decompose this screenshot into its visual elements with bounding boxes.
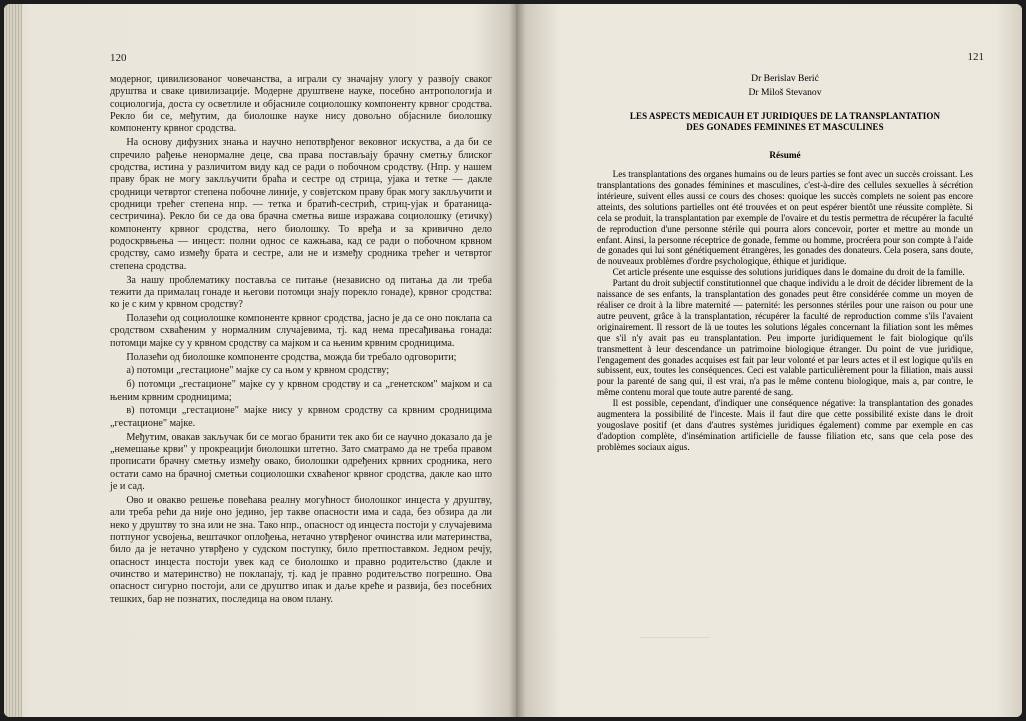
summary-text	[597, 169, 973, 453]
book-spread	[4, 4, 1022, 717]
body-paragraph: Ово и овакво решење повећава реалну могућност биолошког инцеста у друштву, али треба рећи да није оно једино, јер такве опасности има и сада, без обзира да ли неко у друштву то зна или не зна. Тако нпр., опасност од инцеста постоји у случајевима потпуног усвојења, вештачког оплођења, нетачно утврђеног очинства или материнства, било да је нетачно утврђено у судском поступку, било претпоставком. Једном речју, опасност инцеста постоји увек кад се биолошко и правно родитељство (дакле и очинство и материнство) не поклапају, тј. кад је правно родитељство погрешно. Ова опасност сигурно постоји, али се друштво ипак и даље креће и развија, без посебних тешких, бар не познатих, последица на овом плану.	[110, 494, 492, 605]
summary-paragraph: Cet article présente une esquisse des solutions juridiques dans le domaine du droit de la famille.	[612, 267, 965, 278]
body-paragraph: Полазећи од социолошке компоненте крвног сродства, јасно је да се оно поклапа са сродством схваћеним у нормалним случајевима, тј. кад нема пресађивања гонада: потомци мајке су у крвном сродству са мајком и са њеним крвним сродницима.	[110, 313, 492, 349]
title-line-2: DES GONADES FEMININES ET MASCULINES	[686, 121, 884, 132]
article-summary	[597, 72, 973, 453]
section-heading: Résumé	[769, 150, 801, 161]
summary-paragraph: Partant du droit subjectif constitutionnel que chaque individu a le droit de décider librement de la naissance de ses enfants, la transplantation des gonades peut être considérée comme un moyen de réaliser ce droit à la libre maternité — paternité: les personnes stériles pour une raison ou pour une autre peuvent, grâce à la transplantation, récupérer la faculté de reproduction comme s'ils l'avaient originairement. Il ressort de là ue toutes les solutions légales concernant la filiation sont les mêmes que s'il n'y avait pas eu transplantation. Peu importe juridiquement le fait biologique qu'ils transmettent à leur descendance un patrimoine biologique étranger. Du point de vue juridique, l'engagement des gonades acquises est fait par leur volonté et par leurs actes et il est logique qu'ils en subissent, eux, toutes les conséquences. Ceci est valable particulièrement pour la filiation, mais aussi pour la parenté de sang qui, il est vrai, n'a pas le même contenu biologique, mais a, par contre, le même contenu moral que toute autre parenté de sang.	[597, 278, 973, 398]
body-paragraph: Полазећи од биолошке компоненте сродства, можда би требало одговорити;	[126, 351, 457, 363]
body-paragraph: Међутим, овакав закључак би се могао бранити тек ако би се научно доказало да је „немешање крви" у прокреацији биолошки штетно. Зато сматрамо да не треба правом прописати брачну сметњу између овако, биолошки одређених крвних сродника, него остати само на брачној сметњи социолошки схваћеног крвног сродства, дакле као што је и сад.	[110, 431, 492, 492]
body-paragraph: а) потомци „гестационе" мајке су са њом у крвном сродству;	[126, 365, 390, 377]
body-paragraph: в) потомци „гестационе" мајке нису у крвном сродству са крвним сродницима „гестационе" мајке.	[110, 405, 492, 429]
body-paragraph: б) потомци „гестационе" мајке су у крвном сродству и са „генетском" мајком и са њеним крвним сродницима;	[110, 379, 492, 403]
body-paragraph: модерног, цивилизованог човечанства, а играли су значајну улогу у развоју сваког друштва и сваке цивилизације. Модерне друштвене науке, посебно антропологија и социологија, доста су осветлиле и објасниле социолошку компоненту крвног сродства. Рекло би се, међутим, да биолошке науке нису довољно објасниле биолошку компоненту крвног сродства.	[110, 74, 492, 135]
page-number-right: 121	[967, 51, 984, 63]
page-number-left: 120	[110, 52, 127, 64]
author-1: Dr Berislav Berić	[751, 73, 819, 84]
faint-marking	[640, 637, 710, 646]
summary-paragraph: Les transplantations des organes humains ou de leurs parties se font avec un succès croissant. Les transplantations des gonades féminines et masculines, c'est-à-dire des cellules sexuelles à sécrétion intérieure, suivent elles aussi ce cours des choses: quoique les succès complets ne soient pas encore atteints, des solutions partielles ont été trouvées et on peut espérer bientôt une réussite complète. Si cela se produit, la transplantation par exemple de l'ovaire et du testis permettra de récupérer la faculté de reproduction d'une personne stérile qui pourra alors concevoir, porter et mettre au monde un enfant. Ainsi, la personne réceptrice de gonade, femme ou homme, procréera pour son compte à l'aide de gonades qui lui sont génétiquement étrangères, les gonades des donateurs. Cela posera, sans doute, de nouveaux problèmes d'ordre psychologique, éthique et juridique.	[597, 169, 973, 267]
author-2: Dr Miloš Stevanov	[748, 86, 822, 98]
left-body-text	[110, 74, 492, 607]
title-line-1: LES ASPECTS MEDICAUH ET JURIDIQUES DE LA TRANSPLANTATION	[629, 111, 941, 121]
body-paragraph: За нашу проблематику поставља се питање (независно од питања да ли треба тежити да прималац гонаде и његови потомци знају порекло гонаде), крвног сродства: ко је с ким у крвном сродству?	[110, 274, 492, 311]
left-page	[4, 4, 516, 717]
article-title	[597, 111, 973, 132]
body-paragraph: На основу дифузних знања и научно непотврђеног вековног искуства, а да би се спречило рађење ненормалне деце, сва права постављају брачну сметњу блиског сродства, истина у различитом виду кад се ради о побочном сродству. (Нпр. у нашем праву брак не могу заклључити браћа и сестре од стрица, ујака и тетке — дакле сродници четвртог степена побочне линије, у совјетском праву брак могу заклључити и сродници трећег степена нпр. — тетка и братић-сестрић, стриц-ујак и братаница-сестричина). Рекло би се да ова брачна сметња више изражава социолошку (етичку) компоненту крвног сродства, него биолошку. То вређа и за кривично дело родоскрвњења — инцест: полни однос се кажњава, кад се ради о побочном крвном сродству, само између брата и сестре, али не и између сродника трећег и четвртог степена сродства.	[110, 137, 492, 272]
summary-paragraph: Il est possible, cependant, d'indiquer une conséquence négative: la transplantation des gonades augmentera la possibilité de l'inceste. Mais il faut dire que cette possibilité existe dans le droit yougoslave positif (et dans d'autres systèmes juridiques également) comme par exemple en cas d'adoption complète, d'insémination artificielle de fausse filiation etc, sans que cela pose des problèmes sociaux aigus.	[597, 398, 973, 452]
page-edges	[4, 4, 22, 717]
